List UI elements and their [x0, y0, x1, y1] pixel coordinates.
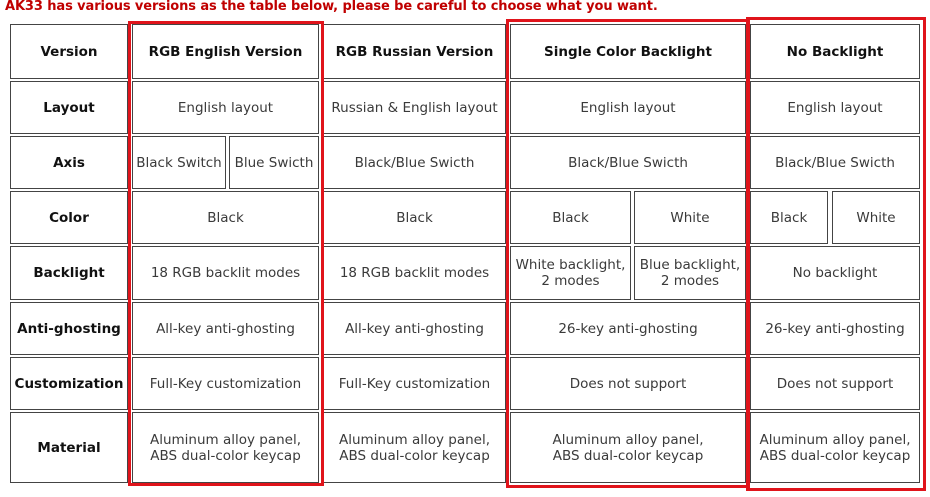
anti-ghosting-no-backlight: 26-key anti-ghosting [750, 302, 920, 355]
row-label-customization: Customization [10, 357, 128, 410]
customization-rgb-english: Full-Key customization [132, 357, 319, 410]
color-single-color-black: Black [510, 191, 631, 244]
row-label-anti-ghosting: Anti-ghosting [10, 302, 128, 355]
material-rgb-english: Aluminum alloy panel, ABS dual-color keycap [132, 412, 319, 483]
color-no-backlight-black: Black [750, 191, 828, 244]
layout-rgb-english: English layout [132, 81, 319, 134]
material-single-color: Aluminum alloy panel, ABS dual-color keycap [510, 412, 746, 483]
row-label-backlight: Backlight [10, 246, 128, 300]
layout-single-color: English layout [510, 81, 746, 134]
layout-rgb-russian: Russian & English layout [323, 81, 506, 134]
material-no-backlight: Aluminum alloy panel, ABS dual-color keycap [750, 412, 920, 483]
header-no-backlight: No Backlight [750, 24, 920, 79]
row-label-axis: Axis [10, 136, 128, 189]
color-single-color-white: White [634, 191, 746, 244]
color-rgb-russian: Black [323, 191, 506, 244]
color-no-backlight-white: White [832, 191, 920, 244]
axis-single-color: Black/Blue Swicth [510, 136, 746, 189]
axis-rgb-english-black: Black Switch [132, 136, 226, 189]
backlight-rgb-russian: 18 RGB backlit modes [323, 246, 506, 300]
material-rgb-russian: Aluminum alloy panel, ABS dual-color keycap [323, 412, 506, 483]
color-rgb-english: Black [132, 191, 319, 244]
anti-ghosting-single-color: 26-key anti-ghosting [510, 302, 746, 355]
backlight-rgb-english: 18 RGB backlit modes [132, 246, 319, 300]
header-rgb-english: RGB English Version [132, 24, 319, 79]
page-notice: AK33 has various versions as the table below, please be careful to choose what you want. [5, 0, 658, 14]
backlight-single-color-white: White backlight, 2 modes [510, 246, 631, 300]
anti-ghosting-rgb-russian: All-key anti-ghosting [323, 302, 506, 355]
row-label-material: Material [10, 412, 128, 483]
customization-single-color: Does not support [510, 357, 746, 410]
layout-no-backlight: English layout [750, 81, 920, 134]
header-version: Version [10, 24, 128, 79]
backlight-single-color-blue: Blue backlight, 2 modes [634, 246, 746, 300]
anti-ghosting-rgb-english: All-key anti-ghosting [132, 302, 319, 355]
customization-rgb-russian: Full-Key customization [323, 357, 506, 410]
axis-no-backlight: Black/Blue Swicth [750, 136, 920, 189]
row-label-color: Color [10, 191, 128, 244]
axis-rgb-russian: Black/Blue Swicth [323, 136, 506, 189]
backlight-no-backlight: No backlight [750, 246, 920, 300]
customization-no-backlight: Does not support [750, 357, 920, 410]
header-single-color: Single Color Backlight [510, 24, 746, 79]
axis-rgb-english-blue: Blue Swicth [229, 136, 319, 189]
header-rgb-russian: RGB Russian Version [323, 24, 506, 79]
row-label-layout: Layout [10, 81, 128, 134]
